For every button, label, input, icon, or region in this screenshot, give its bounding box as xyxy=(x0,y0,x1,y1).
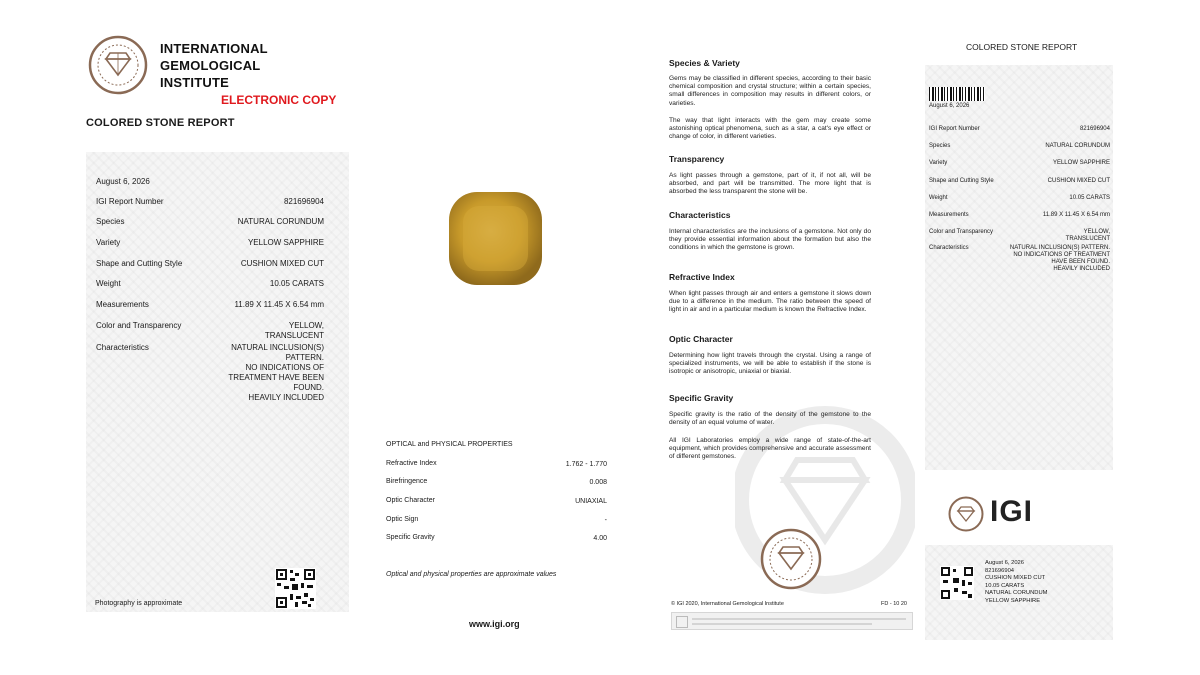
barcode xyxy=(929,87,985,101)
optical-label: Refractive Index xyxy=(386,460,437,467)
card-line: August 6, 2026 xyxy=(985,560,1024,566)
detail-label: Species xyxy=(96,217,125,226)
card-line: YELLOW SAPPHIRE xyxy=(985,597,1041,604)
electronic-copy-label: ELECTRONIC COPY xyxy=(221,93,337,107)
detail-value: CUSHION MIXED CUT xyxy=(240,259,324,268)
details-list xyxy=(96,175,324,605)
website-link[interactable]: www.igi.org xyxy=(469,619,520,629)
stub-label: Weight xyxy=(929,195,948,201)
section-heading: Species & Variety xyxy=(669,58,740,68)
optical-properties xyxy=(386,441,607,551)
section-text: Specific gravity is the ratio of the density of the gemstone to the density of an equal volume of water. xyxy=(669,411,871,427)
stub-label: Characteristics xyxy=(929,245,969,251)
section-heading: Characteristics xyxy=(669,210,731,220)
detail-value: 11.89 X 11.45 X 6.54 mm xyxy=(234,300,324,309)
detail-value: NATURAL INCLUSION(S) PATTERN. NO INDICATIONS OF TREATMENT HAVE BEEN FOUND. HEAVILY INCLUDED xyxy=(228,343,324,402)
stub-value: NATURAL CORUNDUM xyxy=(1045,143,1110,149)
section-heading: Specific Gravity xyxy=(669,393,734,403)
optical-value: - xyxy=(604,517,607,524)
detail-label: Color and Transparency xyxy=(96,321,182,330)
stub-value: CUSHION MIXED CUT xyxy=(1047,178,1110,184)
optical-value: 4.00 xyxy=(593,535,607,542)
report-title: COLORED STONE REPORT xyxy=(86,117,235,129)
stub-value: 11.89 X 11.45 X 6.54 mm xyxy=(1042,212,1110,218)
igi-seal-logo xyxy=(88,35,148,95)
section-text: As light passes through a gemstone, part of it, if not all, will be absorbed, and part will be transmitted. The more light that is absorbed the less transparent the stone will be. xyxy=(669,172,871,196)
stub-label: IGI Report Number xyxy=(929,126,980,132)
info-text xyxy=(669,58,871,461)
igi-brand-text: IGI xyxy=(990,495,1034,528)
stub-value: 821696904 xyxy=(1079,126,1110,132)
section-heading: Transparency xyxy=(669,154,725,164)
optical-label: Birefringence xyxy=(386,478,428,485)
stub-label: Species xyxy=(929,143,951,149)
igi-brand-seal xyxy=(948,496,984,532)
stub-label: Color and Transparency xyxy=(929,229,994,235)
section-text: Gems may be classified in different species, according to their basic chemical composition and crystal structure; within a certain species, small differences in composition may results in different colors, or varieties. xyxy=(669,75,871,107)
report-date: August 6, 2026 xyxy=(96,177,150,186)
report-number: 821696904 xyxy=(283,197,324,206)
card-line: 10.05 CARATS xyxy=(985,582,1025,589)
optical-label: Optic Character xyxy=(386,497,436,504)
copyright: © IGI 2020, International Gemological Institute xyxy=(671,601,784,607)
qr-code[interactable] xyxy=(275,568,316,609)
stub-value: YELLOW SAPPHIRE xyxy=(1052,160,1110,166)
section-text: Determining how light travels through the crystal. Using a range of specialized instruments, we will be able to establish if the stone is isotropic or anisotropic, uniaxial or biaxial. xyxy=(669,352,871,376)
detail-value: 10.05 CARATS xyxy=(269,279,324,288)
card-line: 821696904 xyxy=(985,567,1015,574)
section-text: The way that light interacts with the gem may create some astonishing optical phenomena, such as a star, a cat's eye effect or change of color, in different varieties. xyxy=(669,117,871,141)
section-heading: Refractive Index xyxy=(669,272,735,282)
form-code: FD - 10 20 xyxy=(881,601,907,607)
stub-value: YELLOW, TRANSLUCENT xyxy=(1065,229,1110,242)
optical-title: OPTICAL and PHYSICAL PROPERTIES xyxy=(386,441,513,448)
detail-label: Weight xyxy=(96,279,121,288)
detail-label: Shape and Cutting Style xyxy=(96,259,183,268)
stub-value: NATURAL INCLUSION(S) PATTERN. NO INDICATIONS OF TREATMENT HAVE BEEN FOUND. HEAVILY INCLUDED xyxy=(1009,245,1110,272)
optical-value: 1.762 - 1.770 xyxy=(565,461,607,468)
section-heading: Optic Character xyxy=(669,334,733,344)
detail-label: IGI Report Number xyxy=(96,197,164,206)
stub-title: COLORED STONE REPORT xyxy=(966,42,1078,52)
institute-name: INTERNATIONAL GEMOLOGICAL INSTITUTE xyxy=(160,41,268,90)
igi-seal-small xyxy=(760,528,822,590)
optical-value: 0.008 xyxy=(589,479,607,486)
optical-label: Specific Gravity xyxy=(386,534,435,541)
detail-label: Variety xyxy=(96,238,121,247)
gemstone-image xyxy=(443,186,548,291)
section-text: When light passes through air and enters a gemstone it slows down due to a difference in the medium. The ratio between the speed of light in air and in a particular medium is known the Refractive Index. xyxy=(669,290,871,314)
detail-value: NATURAL CORUNDUM xyxy=(237,217,324,226)
stub-label: Measurements xyxy=(929,212,969,218)
stub-details xyxy=(929,103,1110,283)
stub-label: Shape and Cutting Style xyxy=(929,178,994,184)
card-line: NATURAL CORUNDUM xyxy=(985,590,1048,597)
detail-value: YELLOW, TRANSLUCENT xyxy=(264,321,324,340)
detail-value: YELLOW SAPPHIRE xyxy=(247,238,324,247)
optical-value: UNIAXIAL xyxy=(575,498,607,505)
stub-card-text xyxy=(985,560,1047,606)
section-text: Internal characteristics are the inclusions of a gemstone. Not only do they provide essential information about the formation but also the conditions in which the gemstone is grown. xyxy=(669,228,871,252)
stub-value: 10.05 CARATS xyxy=(1069,195,1110,201)
optical-note: Optical and physical properties are approximate values xyxy=(386,571,557,578)
security-strip xyxy=(671,612,913,630)
stub-qr-code[interactable] xyxy=(940,566,974,600)
detail-label: Measurements xyxy=(96,300,149,309)
card-line: CUSHION MIXED CUT xyxy=(985,575,1046,582)
detail-label: Characteristics xyxy=(96,343,149,352)
stub-date: August 6, 2026 xyxy=(929,103,970,109)
optical-label: Optic Sign xyxy=(386,516,419,523)
photo-note: Photography is approximate xyxy=(95,600,183,607)
stub-label: Variety xyxy=(929,160,948,166)
section-text: All IGI Laboratories employ a wide range of state-of-the-art equipment, which provides comprehensive and accurate assessment of different gemstones. xyxy=(669,437,871,461)
